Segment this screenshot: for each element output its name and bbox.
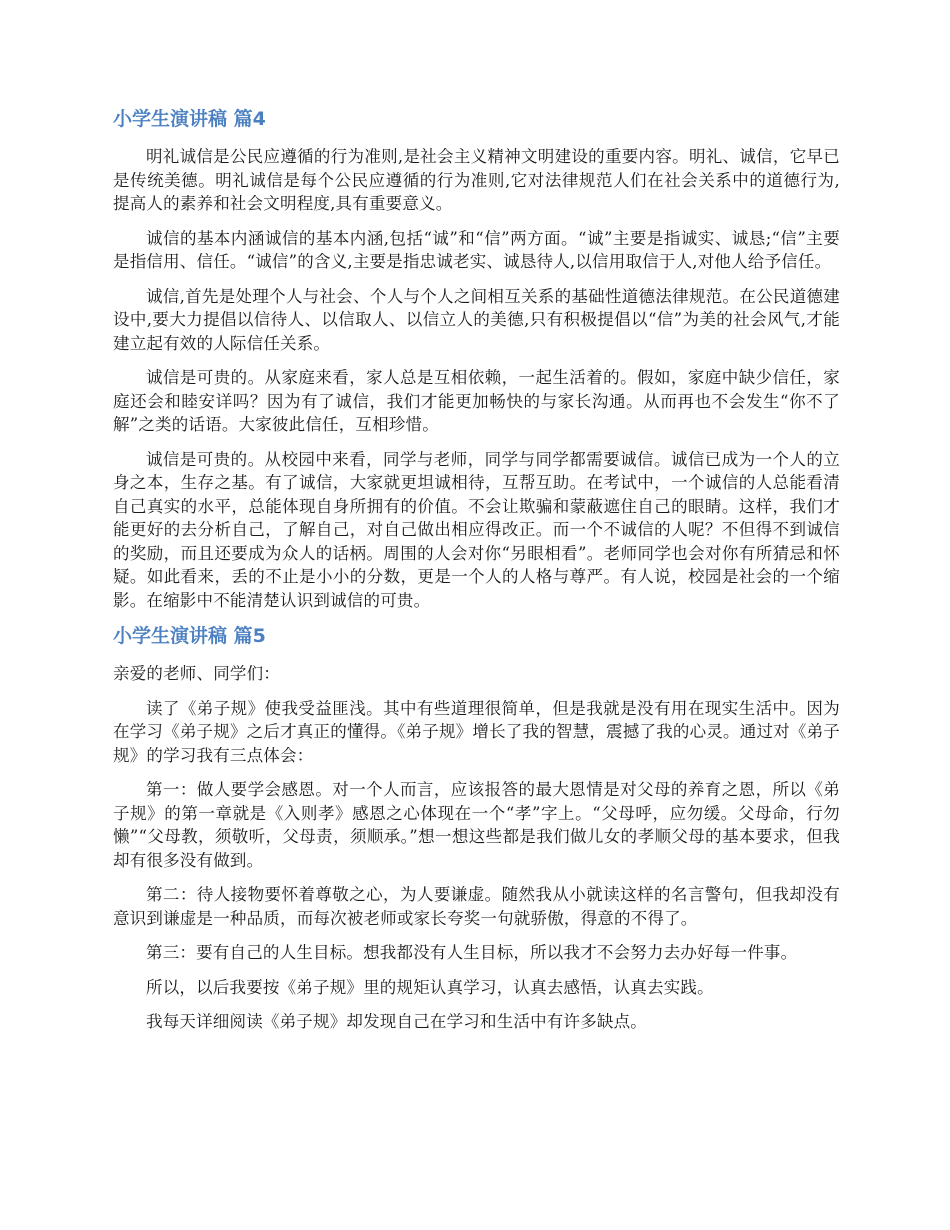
paragraph: 读了《弟子规》使我受益匪浅。其中有些道理很简单，但是我就是没有用在现实生活中。因为在学习《弟子规》之后才真正的懂得。《弟子规》增长了我的智慧，震撼了我的心灵。通过对《弟子规》的学习我有三点体会： <box>113 698 840 765</box>
paragraph: 第一：做人要学会感恩。对一个人而言，应该报答的最大恩情是对父母的养育之恩，所以《弟子规》的第一章就是《入则孝》感恩之心体现在一个“孝”字上。“父母呼，应勿缓。父母命，行勿懒”“父母教，须敬听，父母责，须顺承。”想一想这些都是我们做儿女的孝顺父母的基本要求，但我却有很多没有做到。 <box>113 780 840 870</box>
paragraph: 诚信的基本内涵诚信的基本内涵,包括“诚”和“信”两方面。“诚”主要是指诚实、诚恳;“信”主要是指信用、信任。“诚信”的含义,主要是指忠诚老实、诚恳待人,以信用取信于人,对他人给予信任。 <box>113 228 840 271</box>
section-title: 小学生演讲稿 篇4 <box>113 108 266 130</box>
speech-section-4 <box>113 106 840 612</box>
paragraph: 所以，以后我要按《弟子规》里的规矩认真学习，认真去感悟，认真去实践。 <box>146 977 714 997</box>
document-page <box>113 106 840 1045</box>
paragraph: 明礼诚信是公民应遵循的行为准则,是社会主义精神文明建设的重要内容。明礼、诚信，它早已是传统美德。明礼诚信是每个公民应遵循的行为准则,它对法律规范人们在社会关系中的道德行为,提高人的素养和社会文明程度,具有重要意义。 <box>113 147 840 213</box>
paragraph: 第三：要有自己的人生目标。想我都没有人生目标，所以我才不会努力去办好每一件事。 <box>146 943 798 962</box>
section-title: 小学生演讲稿 篇5 <box>113 625 266 647</box>
greeting: 亲爱的老师、同学们： <box>113 664 280 683</box>
paragraph: 我每天详细阅读《弟子规》却发现自己在学习和生活中有许多缺点。 <box>146 1012 647 1031</box>
paragraph: 第二：待人接物要怀着尊敬之心，为人要谦虚。随然我从小就读这样的名言警句，但我却没有意识到谦虚是一种品质，而每次被老师或家长夸奖一句就骄傲，得意的不得了。 <box>113 885 840 928</box>
paragraph: 诚信,首先是处理个人与社会、个人与个人之间相互关系的基础性道德法律规范。在公民道德建设中,要大力提倡以信待人、以信取人、以信立人的美德,只有积极提倡以“信”为美的社会风气,才能建立起有效的人际信任关系。 <box>113 286 840 353</box>
paragraph: 诚信是可贵的。从家庭来看，家人总是互相依赖，一起生活着的。假如，家庭中缺少信任，家庭还会和睦安详吗？因为有了诚信，我们才能更加畅快的与家长沟通。从而再也不会发生“你不了解”之类的话语。大家彼此信任，互相珍惜。 <box>113 368 840 434</box>
speech-section-5 <box>113 623 840 1034</box>
paragraph: 诚信是可贵的。从校园中来看，同学与老师，同学与同学都需要诚信。诚信已成为一个人的立身之本，生存之基。有了诚信，大家就更坦诚相待，互帮互助。在考试中，一个诚信的人总能看清自己真实的水平，总能体现自身所拥有的价值。不会让欺骗和蒙蔽遮住自己的眼睛。这样，我们才能更好的去分析自己，了解自己，对自己做出相应得改正。而一个不诚信的人呢？不但得不到诚信的奖励，而且还要成为众人的话柄。周围的人会对你“另眼相看”。老师同学也会对你有所猜忌和怀疑。如此看来，丢的不止是小小的分数，更是一个人的人格与尊严。有人说，校园是社会的一个缩影。在缩影中不能清楚认识到诚信的可贵。 <box>113 449 840 610</box>
